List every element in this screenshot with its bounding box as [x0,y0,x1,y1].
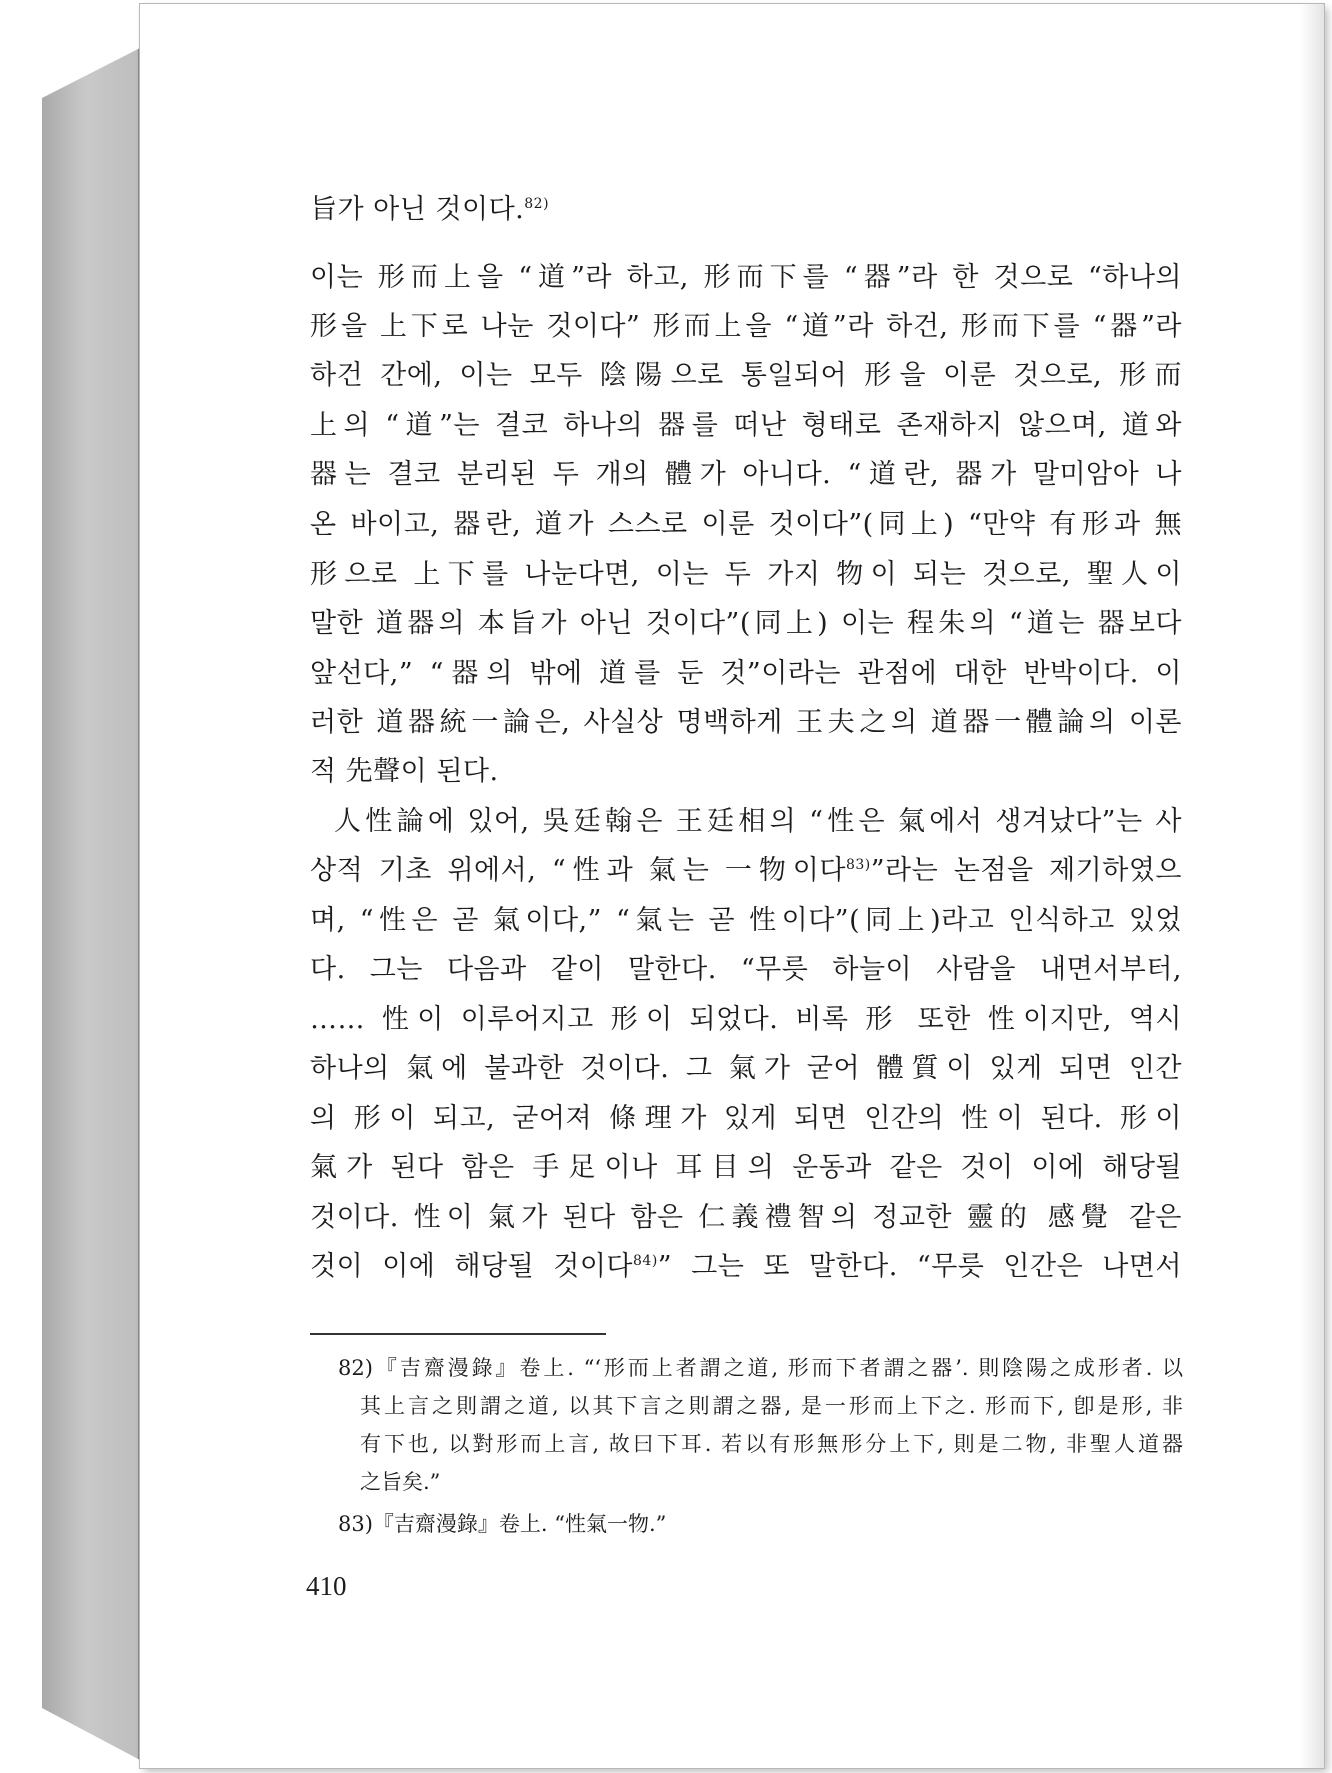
footnote-82-line: 82)『吉齋漫錄』卷上. “‘形而上者謂之道, 形而下者謂之器’. 則陰陽之成形者. 以 [338,1356,1183,1380]
page-number: 410 [306,1571,347,1601]
text-line: 온 바이고, 器란, 道가 스스로 이룬 것이다”(同上) “만약 有形과 無 [310,509,1182,540]
text-line: 적 先聲이 된다. [310,756,499,787]
text-line: …… 性이 이루어지고 形이 되었다. 비록 形 또한 性이지만, 역시 [310,1004,1182,1035]
footnote-82-line: 之旨矣.” [360,1470,441,1494]
text-line: 며, “性은 곧 氣이다,” “氣는 곧 性이다”(同上)라고 인식하고 있었 [310,905,1182,936]
footnote-ref-84: 84) [633,1253,658,1269]
text-line: 것이다. 性이 氣가 된다 함은 仁義禮智의 정교한 靈的 感覺 같은 [310,1202,1182,1233]
text-line: 形으로 上下를 나눈다면, 이는 두 가지 物이 되는 것으로, 聖人이 [310,559,1182,590]
footnote-83: 83)『吉齋漫錄』卷上. “性氣一物.” [338,1512,667,1536]
book-page [140,4,1324,1768]
text-line: 것이 이에 해당될 것이다$^{84)}$” 그는 또 말한다. “무릇 인간은 나면서 [310,1251,1182,1282]
text-line: 의 形이 되고, 굳어져 條理가 있게 되면 인간의 性이 된다. 形이 [310,1103,1182,1134]
page-edge-shade [1300,4,1324,1768]
footnote-separator [310,1333,606,1335]
text-line: 상적 기초 위에서, “性과 氣는 一物이다$^{83)}$”라는 논점을 제기하였으 [310,855,1182,886]
text-line: 하건 간에, 이는 모두 陰陽으로 통일되어 形을 이룬 것으로, 形而 [310,360,1182,391]
text-line: 氣가 된다 함은 手足이나 耳目의 운동과 같은 것이 이에 해당될 [310,1152,1182,1183]
text-line: 말한 道器의 本旨가 아닌 것이다”(同上) 이는 程朱의 “道는 器보다 [310,608,1182,639]
text-line: 上의 “道”는 결코 하나의 器를 떠난 형태로 존재하지 않으며, 道와 [310,410,1182,441]
text-line: 하나의 氣에 불과한 것이다. 그 氣가 굳어 體質이 있게 되면 인간 [310,1053,1182,1084]
text-line: 다. 그는 다음과 같이 말한다. “무릇 하늘이 사람을 내면서부터, [310,954,1182,985]
text-line: 이는 形而上을 “道”라 하고, 形而下를 “器”라 한 것으로 “하나의 [310,262,1182,293]
text-line: 人性論에 있어, 吳廷翰은 王廷相의 “性은 氣에서 생겨났다”는 사 [334,806,1182,837]
text-line: 形을 上下로 나눈 것이다” 形而上을 “道”라 하건, 形而下를 “器”라 [310,311,1182,342]
book-spine-edge [42,48,140,1760]
footnote-ref-82: 82) [524,196,550,212]
text-line: 器는 결코 분리된 두 개의 體가 아니다. “道란, 器가 말미암아 나 [310,459,1182,490]
text-line: 旨가 아닌 것이다.$^{82)}$ [310,194,550,225]
text-line: 러한 道器統一論은, 사실상 명백하게 王夫之의 道器一體論의 이론 [310,707,1182,738]
footnote-82-line: 其上言之則謂之道, 以其下言之則謂之器, 是一形而上下之. 形而下, 卽是形, 非 [360,1394,1183,1418]
footnote-82-line: 有下也, 以對形而上言, 故曰下耳. 若以有形無形分上下, 則是二物, 非聖人道器 [360,1432,1183,1456]
text-line: 앞선다,” “器의 밖에 道를 둔 것”이라는 관점에 대한 반박이다. 이 [310,658,1182,689]
footnote-ref-83: 83) [845,857,871,873]
